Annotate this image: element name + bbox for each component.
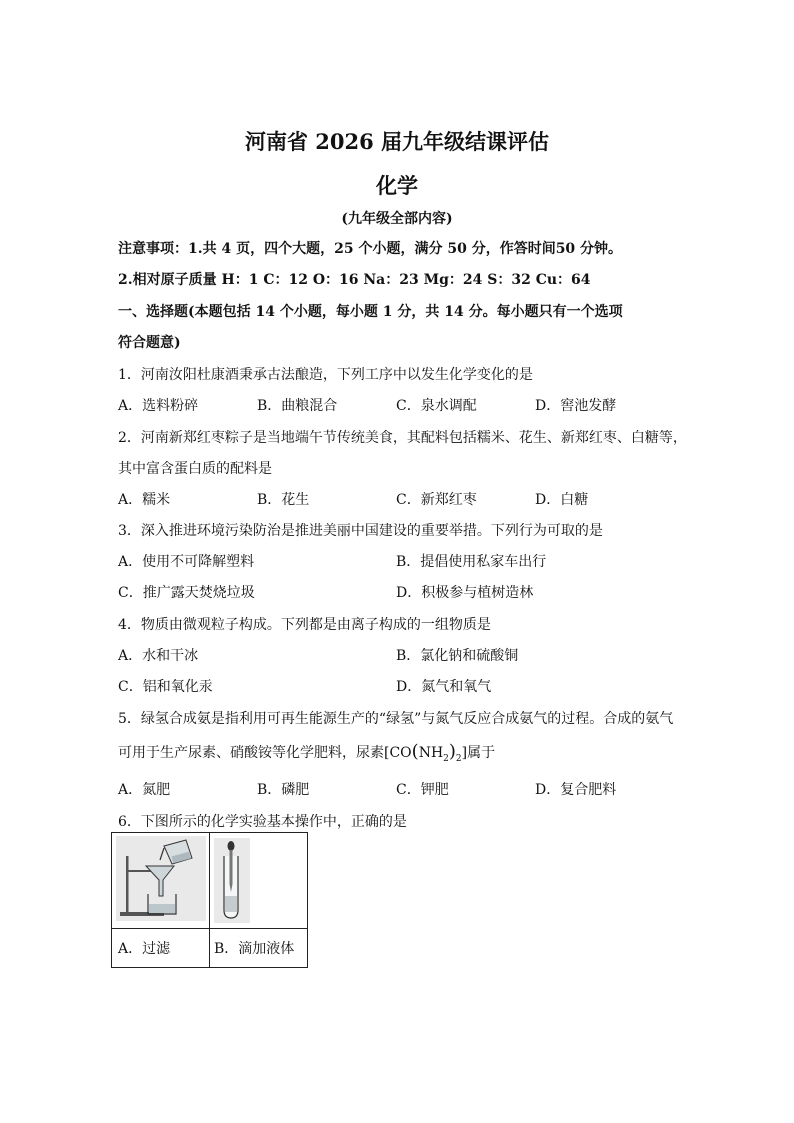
- question-6-stem: 6．下图所示的化学实验基本操作中，正确的是: [118, 814, 407, 830]
- question-2-option-c: C．新郑红枣: [396, 492, 477, 508]
- question-5-stem-text: 可用于生产尿素、硝酸铵等化学肥料，尿素[CO: [118, 745, 412, 761]
- question-2-stem-line-2: 其中富含蛋白质的配料是: [118, 461, 272, 477]
- question-1-stem: 1．河南汝阳杜康酒秉承古法酿造，下列工序中以发生化学变化的是: [118, 367, 533, 383]
- question-3-option-d: D．积极参与植树造林: [396, 585, 534, 601]
- question-3-option-c: C．推广露天焚烧垃圾: [118, 585, 255, 601]
- formula-sub-2b: 2: [455, 753, 462, 764]
- question-1-option-b: B．曲粮混合: [257, 398, 338, 414]
- exam-title: 河南省 2026 届九年级结课评估: [244, 129, 550, 154]
- notes-line-2: 2.相对原子质量 H：1 C：12 O：16 Na：23 Mg：24 S：32 Cu：64: [118, 272, 591, 288]
- question-1-option-a: A．选料粉碎: [118, 398, 199, 414]
- question-5-stem-line-1: 5．绿氢合成氨是指利用可再生能源生产的“绿氢”与氮气反应合成氨气的过程。合成的氨气: [118, 711, 674, 727]
- question-4-option-d: D．氮气和氧气: [396, 679, 492, 695]
- question-5-stem-line-2: [118, 741, 495, 764]
- formula-nh: NH: [418, 745, 444, 761]
- question-5-option-b: B．磷肥: [257, 782, 310, 798]
- question-3-stem: 3．深入推进环境污染防治是推进美丽中国建设的重要举措。下列行为可取的是: [118, 523, 603, 539]
- dropper-test-tube-image: [214, 838, 250, 923]
- question-4-option-c: C．铝和氧化汞: [118, 679, 213, 695]
- exam-scope: (九年级全部内容): [341, 211, 453, 227]
- formula-close-paren: ): [448, 741, 456, 762]
- question-2-option-d: D．白糖: [535, 492, 589, 508]
- notes-line-1: 注意事项：1.共 4 页，四个大题，25 个小题，满分 50 分，作答时间50 分钟。: [118, 241, 623, 257]
- question-4-stem: 4．物质由微观粒子构成。下列都是由离子构成的一组物质是: [118, 617, 491, 633]
- dropper-figure-cell: [210, 833, 308, 929]
- question-6-figure-table: [111, 832, 308, 968]
- question-4-option-b: B．氯化钠和硫酸铜: [396, 648, 519, 664]
- question-3-option-b: B．提倡使用私家车出行: [396, 554, 547, 570]
- filtration-figure-cell: [112, 833, 210, 929]
- question-5-option-c: C．钾肥: [396, 782, 449, 798]
- filtration-caption: A．过滤: [112, 929, 210, 968]
- dropper-caption: B．滴加液体: [210, 929, 308, 968]
- question-2-stem-line-1: 2．河南新郑红枣粽子是当地端午节传统美食，其配料包括糯米、花生、新郑红枣、白糖等，: [118, 430, 687, 446]
- formula-end: ]属于: [461, 745, 496, 761]
- question-1-option-c: C．泉水调配: [396, 398, 477, 414]
- question-2-option-a: A．糯米: [118, 492, 171, 508]
- filtration-apparatus-image: [116, 836, 206, 921]
- question-5-option-d: D．复合肥料: [535, 782, 617, 798]
- section-heading-line-1: 一、选择题(本题包括 14 个小题，每小题 1 分，共 14 分。每小题只有一个选项: [118, 304, 623, 320]
- question-2-option-b: B．花生: [257, 492, 310, 508]
- subject-title: 化学: [376, 173, 418, 198]
- question-3-option-a: A．使用不可降解塑料: [118, 554, 255, 570]
- formula-open-paren: (: [411, 741, 419, 762]
- question-1-option-d: D．窖池发酵: [535, 398, 617, 414]
- question-4-option-a: A．水和干冰: [118, 648, 199, 664]
- formula-sub-2: 2: [443, 753, 449, 764]
- question-5-option-a: A．氮肥: [118, 782, 171, 798]
- section-heading-line-2: 符合题意): [118, 335, 181, 351]
